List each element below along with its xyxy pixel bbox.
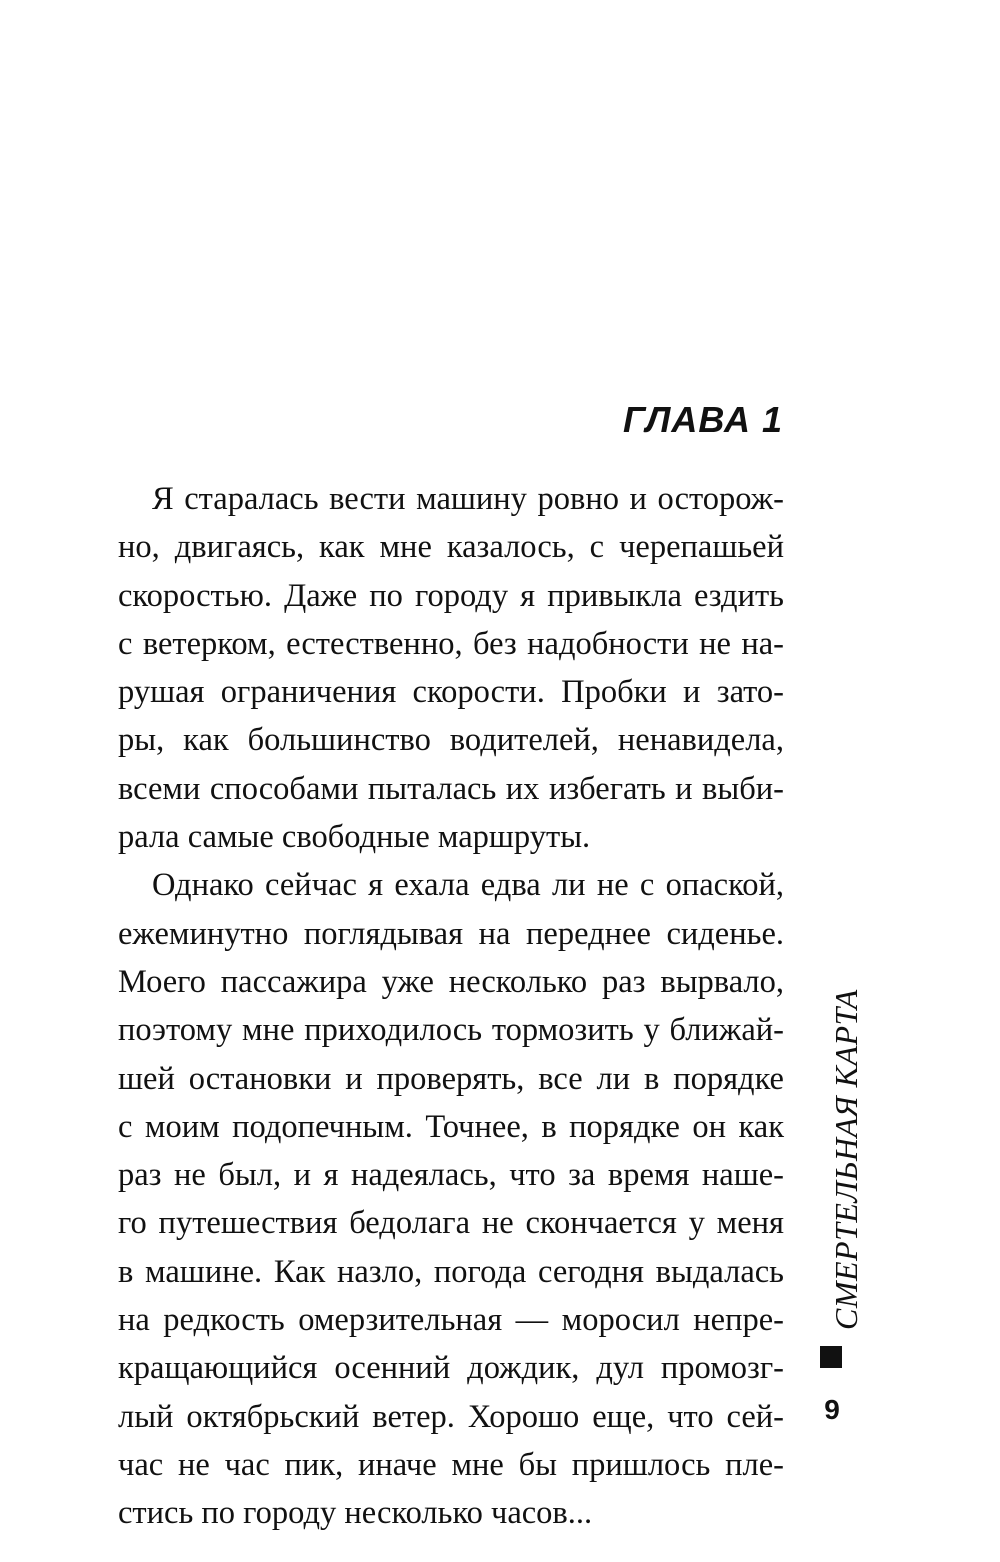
paragraph-2-line-2: ежеминутно поглядывая на переднее сиденье. [118,915,784,952]
paragraph-2-line-10: на редкость омерзительная — моросил непре- [118,1302,784,1339]
paragraph-2-line-8: го путешествия бедолага не скончается у меня [118,1205,784,1242]
paragraph-2-line-6: с моим подопечным. Точнее, в порядке он как [118,1108,784,1145]
paragraph-1-line-3: скоростью. Даже по городу я привыкла ездить [118,577,784,614]
paragraph-1-line-7: всеми способами пыталась их избегать и выби- [118,770,784,807]
paragraph-2-line-12: лый октябрьский ветер. Хорошо еще, что сей- [118,1398,784,1435]
paragraph-1-line-2: но, двигаясь, как мне казалось, с черепашьей [118,529,784,566]
paragraph-2-line-14: стись по городу несколько часов... [118,1495,593,1532]
running-title: СМЕРТЕЛЬНАЯ КАРТА [828,989,864,1330]
paragraph-2-line-3: Моего пассажира уже несколько раз вырвало, [118,963,784,1000]
paragraph-2-line-11: кращающийся осенний дождик, дул промозг- [118,1350,784,1387]
paragraph-1-line-5: рушая ограничения скорости. Пробки и зато- [118,674,784,711]
paragraph-2-line-7: раз не был, и я надеялась, что за время наше- [118,1157,784,1194]
paragraph-2-line-9: в машине. Как назло, погода сегодня выдалась [118,1253,784,1290]
body-text [118,475,784,1538]
paragraph-1-line-6: ры, как большинство водителей, ненавидела, [118,722,784,759]
paragraph-1-line-1: Я старалась вести машину ровно и осторож- [152,481,784,517]
paragraph-2-line-13: час не час пик, иначе мне бы пришлось пле- [118,1446,784,1483]
page-number: 9 [824,1394,840,1425]
chapter-heading: ГЛАВА 1 [623,399,783,440]
square-marker [820,1346,842,1368]
paragraph-2-line-4: поэтому мне приходилось тормозить у ближай- [118,1012,784,1049]
paragraph-1-line-4: с ветерком, естественно, без надобности не на- [118,625,784,662]
paragraph-2-line-1: Однако сейчас я ехала едва ли не с опаской, [152,867,784,904]
paragraph-1-line-8: рала самые свободные маршруты. [118,819,591,856]
paragraph-2-line-5: шей остановки и проверять, все ли в порядке [118,1060,784,1097]
